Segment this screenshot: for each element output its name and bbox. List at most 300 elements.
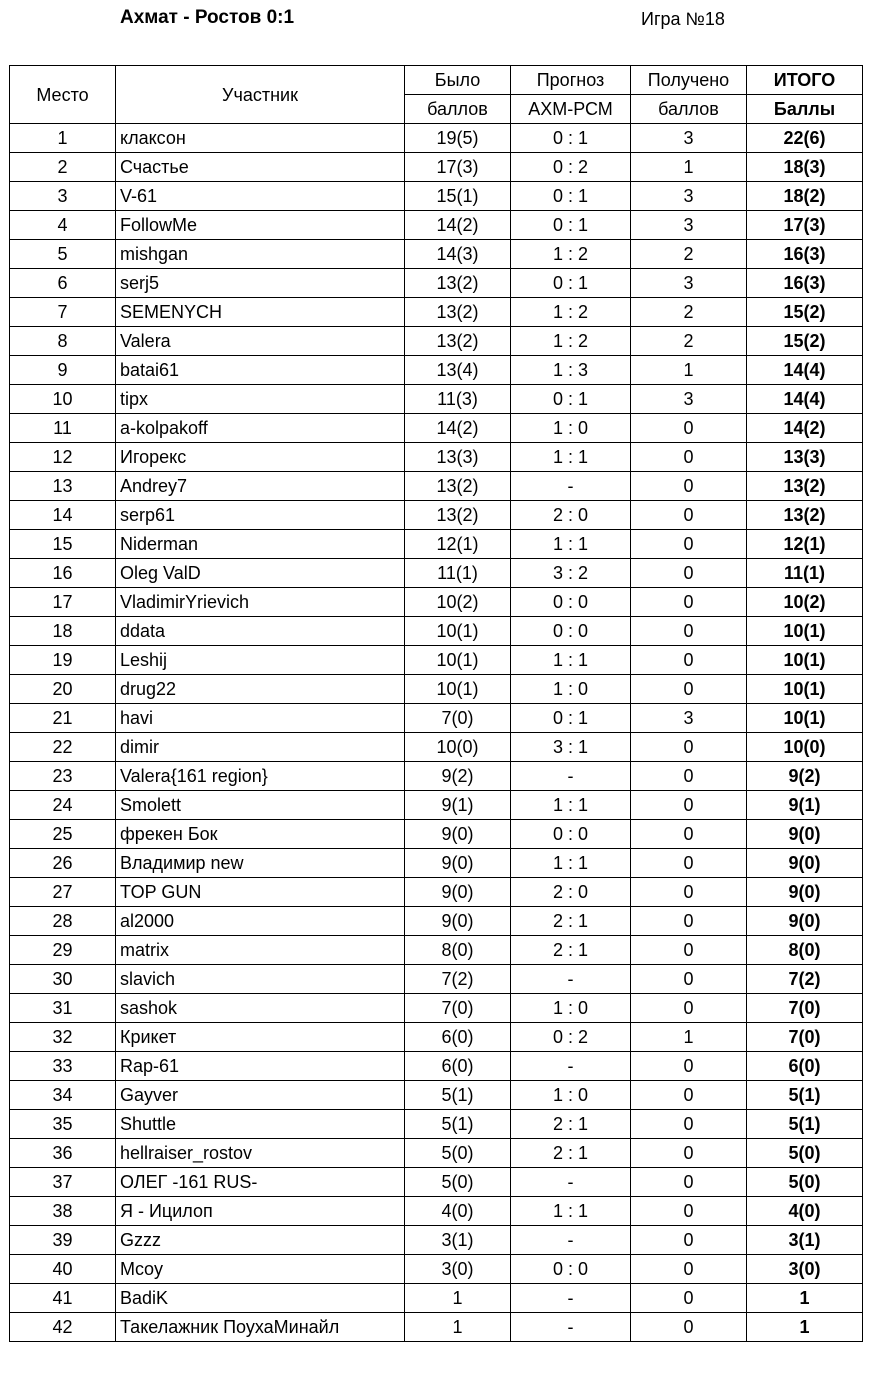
table-row	[10, 356, 863, 385]
previous-points: 10(2)	[405, 588, 511, 617]
table-row	[10, 1313, 863, 1342]
prediction-score: 1 : 0	[511, 994, 631, 1023]
total-points: 1	[747, 1313, 863, 1342]
received-points: 0	[631, 675, 747, 704]
previous-points: 10(1)	[405, 617, 511, 646]
prediction-score: 2 : 1	[511, 1139, 631, 1168]
table-row	[10, 1110, 863, 1139]
prediction-score: 2 : 1	[511, 936, 631, 965]
place-cell: 4	[10, 211, 116, 240]
table-row	[10, 240, 863, 269]
received-points: 0	[631, 907, 747, 936]
previous-points: 3(1)	[405, 1226, 511, 1255]
received-points: 2	[631, 327, 747, 356]
prediction-score: 1 : 1	[511, 646, 631, 675]
previous-points: 10(1)	[405, 646, 511, 675]
received-points: 3	[631, 704, 747, 733]
prediction-score: 1 : 1	[511, 849, 631, 878]
total-points: 5(0)	[747, 1139, 863, 1168]
place-cell: 23	[10, 762, 116, 791]
prediction-score: 0 : 1	[511, 124, 631, 153]
previous-points: 5(0)	[405, 1139, 511, 1168]
prediction-score: 1 : 2	[511, 327, 631, 356]
prediction-score: -	[511, 1168, 631, 1197]
total-points: 13(3)	[747, 443, 863, 472]
participant-name: havi	[116, 704, 405, 733]
table-row	[10, 1255, 863, 1284]
total-points: 15(2)	[747, 298, 863, 327]
total-points: 9(1)	[747, 791, 863, 820]
previous-points: 13(2)	[405, 472, 511, 501]
received-points: 1	[631, 356, 747, 385]
table-row	[10, 530, 863, 559]
previous-points: 9(0)	[405, 849, 511, 878]
prediction-score: 0 : 1	[511, 385, 631, 414]
received-points: 1	[631, 153, 747, 182]
received-points: 0	[631, 646, 747, 675]
participant-name: Mcoy	[116, 1255, 405, 1284]
prediction-score: -	[511, 1313, 631, 1342]
header-total-line2: Баллы	[747, 95, 863, 124]
prediction-score: 1 : 1	[511, 443, 631, 472]
total-points: 14(4)	[747, 356, 863, 385]
participant-name: Rap-61	[116, 1052, 405, 1081]
table-row	[10, 907, 863, 936]
place-cell: 5	[10, 240, 116, 269]
prediction-score: -	[511, 762, 631, 791]
header-received-line1: Получено	[631, 66, 747, 95]
place-cell: 30	[10, 965, 116, 994]
place-cell: 41	[10, 1284, 116, 1313]
prediction-score: -	[511, 965, 631, 994]
header-prediction-line1: Прогноз	[511, 66, 631, 95]
received-points: 0	[631, 965, 747, 994]
previous-points: 1	[405, 1313, 511, 1342]
received-points: 0	[631, 1110, 747, 1139]
participant-name: Valera	[116, 327, 405, 356]
place-cell: 26	[10, 849, 116, 878]
total-points: 14(4)	[747, 385, 863, 414]
previous-points: 4(0)	[405, 1197, 511, 1226]
table-row	[10, 936, 863, 965]
previous-points: 14(3)	[405, 240, 511, 269]
participant-name: SEMENYCH	[116, 298, 405, 327]
received-points: 3	[631, 385, 747, 414]
table-row	[10, 588, 863, 617]
participant-name: Oleg ValD	[116, 559, 405, 588]
participant-name: a-kolpakoff	[116, 414, 405, 443]
place-cell: 28	[10, 907, 116, 936]
previous-points: 7(2)	[405, 965, 511, 994]
table-row	[10, 675, 863, 704]
prediction-score: 2 : 1	[511, 907, 631, 936]
place-cell: 37	[10, 1168, 116, 1197]
place-cell: 25	[10, 820, 116, 849]
received-points: 0	[631, 443, 747, 472]
prediction-score: 1 : 2	[511, 240, 631, 269]
place-cell: 1	[10, 124, 116, 153]
participant-name: Gayver	[116, 1081, 405, 1110]
received-points: 0	[631, 1139, 747, 1168]
previous-points: 15(1)	[405, 182, 511, 211]
match-title: Ахмат - Ростов 0:1	[120, 7, 295, 28]
previous-points: 9(0)	[405, 878, 511, 907]
total-points: 12(1)	[747, 530, 863, 559]
previous-points: 13(4)	[405, 356, 511, 385]
place-cell: 2	[10, 153, 116, 182]
total-points: 15(2)	[747, 327, 863, 356]
table-row	[10, 414, 863, 443]
received-points: 0	[631, 1168, 747, 1197]
prediction-score: 1 : 1	[511, 530, 631, 559]
received-points: 0	[631, 733, 747, 762]
place-cell: 36	[10, 1139, 116, 1168]
table-row	[10, 385, 863, 414]
prediction-score: 0 : 1	[511, 269, 631, 298]
received-points: 0	[631, 878, 747, 907]
received-points: 3	[631, 182, 747, 211]
received-points: 0	[631, 1255, 747, 1284]
prediction-score: 0 : 2	[511, 1023, 631, 1052]
received-points: 0	[631, 1313, 747, 1342]
total-points: 3(0)	[747, 1255, 863, 1284]
prediction-score: 0 : 1	[511, 211, 631, 240]
total-points: 18(2)	[747, 182, 863, 211]
header-was-line2: баллов	[405, 95, 511, 124]
received-points: 0	[631, 1284, 747, 1313]
previous-points: 5(0)	[405, 1168, 511, 1197]
standings-header	[10, 66, 863, 124]
previous-points: 7(0)	[405, 994, 511, 1023]
total-points: 6(0)	[747, 1052, 863, 1081]
previous-points: 14(2)	[405, 414, 511, 443]
place-cell: 15	[10, 530, 116, 559]
total-points: 7(0)	[747, 1023, 863, 1052]
table-row	[10, 994, 863, 1023]
table-row	[10, 153, 863, 182]
participant-name: ddata	[116, 617, 405, 646]
participant-name: serp61	[116, 501, 405, 530]
previous-points: 13(2)	[405, 269, 511, 298]
received-points: 0	[631, 849, 747, 878]
prediction-score: 1 : 0	[511, 1081, 631, 1110]
participant-name: Gzzz	[116, 1226, 405, 1255]
received-points: 0	[631, 588, 747, 617]
place-cell: 7	[10, 298, 116, 327]
participant-name: фрекен Бок	[116, 820, 405, 849]
prediction-score: 2 : 1	[511, 1110, 631, 1139]
received-points: 0	[631, 994, 747, 1023]
participant-name: Valera{161 region}	[116, 762, 405, 791]
table-row	[10, 269, 863, 298]
table-row	[10, 646, 863, 675]
prediction-score: 1 : 0	[511, 414, 631, 443]
previous-points: 11(3)	[405, 385, 511, 414]
table-row	[10, 124, 863, 153]
previous-points: 3(0)	[405, 1255, 511, 1284]
place-cell: 19	[10, 646, 116, 675]
participant-name: V-61	[116, 182, 405, 211]
table-row	[10, 182, 863, 211]
header-total-line1: ИТОГО	[747, 66, 863, 95]
received-points: 0	[631, 559, 747, 588]
place-cell: 3	[10, 182, 116, 211]
participant-name: Такелажник ПоухаМинайл	[116, 1313, 405, 1342]
prediction-score: 2 : 0	[511, 501, 631, 530]
prediction-score: -	[511, 472, 631, 501]
participant-name: VladimirYrievich	[116, 588, 405, 617]
participant-name: tipx	[116, 385, 405, 414]
prediction-score: 3 : 1	[511, 733, 631, 762]
total-points: 16(3)	[747, 269, 863, 298]
table-row	[10, 472, 863, 501]
previous-points: 9(1)	[405, 791, 511, 820]
received-points: 0	[631, 472, 747, 501]
place-cell: 18	[10, 617, 116, 646]
participant-name: al2000	[116, 907, 405, 936]
previous-points: 5(1)	[405, 1110, 511, 1139]
received-points: 3	[631, 269, 747, 298]
table-row	[10, 878, 863, 907]
previous-points: 11(1)	[405, 559, 511, 588]
previous-points: 9(0)	[405, 907, 511, 936]
prediction-score: 1 : 1	[511, 1197, 631, 1226]
total-points: 13(2)	[747, 501, 863, 530]
table-row	[10, 704, 863, 733]
participant-name: Счастье	[116, 153, 405, 182]
participant-name: Niderman	[116, 530, 405, 559]
table-row	[10, 733, 863, 762]
total-points: 5(1)	[747, 1081, 863, 1110]
previous-points: 7(0)	[405, 704, 511, 733]
place-cell: 38	[10, 1197, 116, 1226]
place-cell: 13	[10, 472, 116, 501]
place-cell: 6	[10, 269, 116, 298]
previous-points: 10(1)	[405, 675, 511, 704]
participant-name: FollowMe	[116, 211, 405, 240]
participant-name: sashok	[116, 994, 405, 1023]
participant-name: drug22	[116, 675, 405, 704]
received-points: 1	[631, 1023, 747, 1052]
place-cell: 20	[10, 675, 116, 704]
received-points: 0	[631, 1197, 747, 1226]
place-cell: 29	[10, 936, 116, 965]
table-row	[10, 849, 863, 878]
total-points: 5(1)	[747, 1110, 863, 1139]
total-points: 22(6)	[747, 124, 863, 153]
place-cell: 8	[10, 327, 116, 356]
table-row	[10, 1052, 863, 1081]
prediction-score: 0 : 0	[511, 820, 631, 849]
participant-name: Smolett	[116, 791, 405, 820]
received-points: 0	[631, 791, 747, 820]
previous-points: 10(0)	[405, 733, 511, 762]
participant-name: hellraiser_rostov	[116, 1139, 405, 1168]
prediction-score: -	[511, 1284, 631, 1313]
place-cell: 31	[10, 994, 116, 1023]
place-cell: 40	[10, 1255, 116, 1284]
participant-name: dimir	[116, 733, 405, 762]
table-row	[10, 1168, 863, 1197]
prediction-score: 0 : 2	[511, 153, 631, 182]
total-points: 9(0)	[747, 820, 863, 849]
received-points: 0	[631, 530, 747, 559]
received-points: 3	[631, 211, 747, 240]
received-points: 0	[631, 617, 747, 646]
received-points: 0	[631, 414, 747, 443]
place-cell: 12	[10, 443, 116, 472]
received-points: 0	[631, 1052, 747, 1081]
table-row	[10, 1081, 863, 1110]
total-points: 14(2)	[747, 414, 863, 443]
total-points: 10(2)	[747, 588, 863, 617]
previous-points: 8(0)	[405, 936, 511, 965]
header-participant: Участник	[116, 66, 405, 124]
participant-name: Игорекс	[116, 443, 405, 472]
game-number: Игра №18	[641, 9, 725, 29]
participant-name: Andrey7	[116, 472, 405, 501]
received-points: 0	[631, 1226, 747, 1255]
received-points: 2	[631, 240, 747, 269]
total-points: 3(1)	[747, 1226, 863, 1255]
prediction-score: 0 : 0	[511, 617, 631, 646]
participant-name: Владимир new	[116, 849, 405, 878]
header-was-line1: Было	[405, 66, 511, 95]
header-received-line2: баллов	[631, 95, 747, 124]
table-row	[10, 1023, 863, 1052]
participant-name: BadiK	[116, 1284, 405, 1313]
table-row	[10, 820, 863, 849]
received-points: 0	[631, 501, 747, 530]
previous-points: 13(2)	[405, 501, 511, 530]
participant-name: slavich	[116, 965, 405, 994]
previous-points: 9(2)	[405, 762, 511, 791]
table-row	[10, 298, 863, 327]
participant-name: Крикет	[116, 1023, 405, 1052]
place-cell: 32	[10, 1023, 116, 1052]
received-points: 2	[631, 298, 747, 327]
place-cell: 22	[10, 733, 116, 762]
received-points: 0	[631, 936, 747, 965]
table-row	[10, 1226, 863, 1255]
place-cell: 33	[10, 1052, 116, 1081]
total-points: 10(0)	[747, 733, 863, 762]
standings-body	[10, 124, 863, 1342]
participant-name: ОЛЕГ -161 RUS-	[116, 1168, 405, 1197]
total-points: 18(3)	[747, 153, 863, 182]
total-points: 17(3)	[747, 211, 863, 240]
total-points: 9(0)	[747, 907, 863, 936]
prediction-score: -	[511, 1226, 631, 1255]
table-row	[10, 762, 863, 791]
standings-table	[9, 65, 863, 1342]
table-row	[10, 617, 863, 646]
participant-name: matrix	[116, 936, 405, 965]
received-points: 0	[631, 820, 747, 849]
total-points: 1	[747, 1284, 863, 1313]
place-cell: 24	[10, 791, 116, 820]
participant-name: TOP GUN	[116, 878, 405, 907]
place-cell: 21	[10, 704, 116, 733]
place-cell: 39	[10, 1226, 116, 1255]
participant-name: mishgan	[116, 240, 405, 269]
received-points: 0	[631, 1081, 747, 1110]
place-cell: 14	[10, 501, 116, 530]
previous-points: 14(2)	[405, 211, 511, 240]
prediction-score: 0 : 1	[511, 182, 631, 211]
place-cell: 27	[10, 878, 116, 907]
table-row	[10, 559, 863, 588]
prediction-score: 1 : 0	[511, 675, 631, 704]
previous-points: 6(0)	[405, 1052, 511, 1081]
participant-name: Я - Ицилоп	[116, 1197, 405, 1226]
participant-name: Leshij	[116, 646, 405, 675]
total-points: 7(2)	[747, 965, 863, 994]
header-prediction-line2: АХМ-РСМ	[511, 95, 631, 124]
total-points: 9(0)	[747, 878, 863, 907]
total-points: 13(2)	[747, 472, 863, 501]
place-cell: 17	[10, 588, 116, 617]
header-place: Место	[10, 66, 116, 124]
total-points: 10(1)	[747, 704, 863, 733]
previous-points: 12(1)	[405, 530, 511, 559]
place-cell: 16	[10, 559, 116, 588]
prediction-score: 1 : 3	[511, 356, 631, 385]
prediction-score: 1 : 1	[511, 791, 631, 820]
total-points: 5(0)	[747, 1168, 863, 1197]
prediction-score: 3 : 2	[511, 559, 631, 588]
prediction-score: 2 : 0	[511, 878, 631, 907]
place-cell: 11	[10, 414, 116, 443]
previous-points: 17(3)	[405, 153, 511, 182]
received-points: 0	[631, 762, 747, 791]
place-cell: 10	[10, 385, 116, 414]
table-row	[10, 965, 863, 994]
total-points: 10(1)	[747, 675, 863, 704]
participant-name: Shuttle	[116, 1110, 405, 1139]
previous-points: 6(0)	[405, 1023, 511, 1052]
previous-points: 19(5)	[405, 124, 511, 153]
previous-points: 1	[405, 1284, 511, 1313]
participant-name: serj5	[116, 269, 405, 298]
total-points: 9(2)	[747, 762, 863, 791]
table-row	[10, 211, 863, 240]
table-row	[10, 443, 863, 472]
total-points: 10(1)	[747, 646, 863, 675]
prediction-score: 0 : 0	[511, 588, 631, 617]
table-row	[10, 501, 863, 530]
place-cell: 35	[10, 1110, 116, 1139]
previous-points: 13(2)	[405, 327, 511, 356]
previous-points: 13(3)	[405, 443, 511, 472]
table-row	[10, 327, 863, 356]
total-points: 11(1)	[747, 559, 863, 588]
place-cell: 9	[10, 356, 116, 385]
previous-points: 13(2)	[405, 298, 511, 327]
participant-name: клаксон	[116, 124, 405, 153]
total-points: 8(0)	[747, 936, 863, 965]
previous-points: 9(0)	[405, 820, 511, 849]
prediction-score: 0 : 1	[511, 704, 631, 733]
table-row	[10, 1139, 863, 1168]
prediction-score: 1 : 2	[511, 298, 631, 327]
table-row	[10, 1197, 863, 1226]
total-points: 7(0)	[747, 994, 863, 1023]
previous-points: 5(1)	[405, 1081, 511, 1110]
prediction-score: -	[511, 1052, 631, 1081]
participant-name: batai61	[116, 356, 405, 385]
total-points: 4(0)	[747, 1197, 863, 1226]
